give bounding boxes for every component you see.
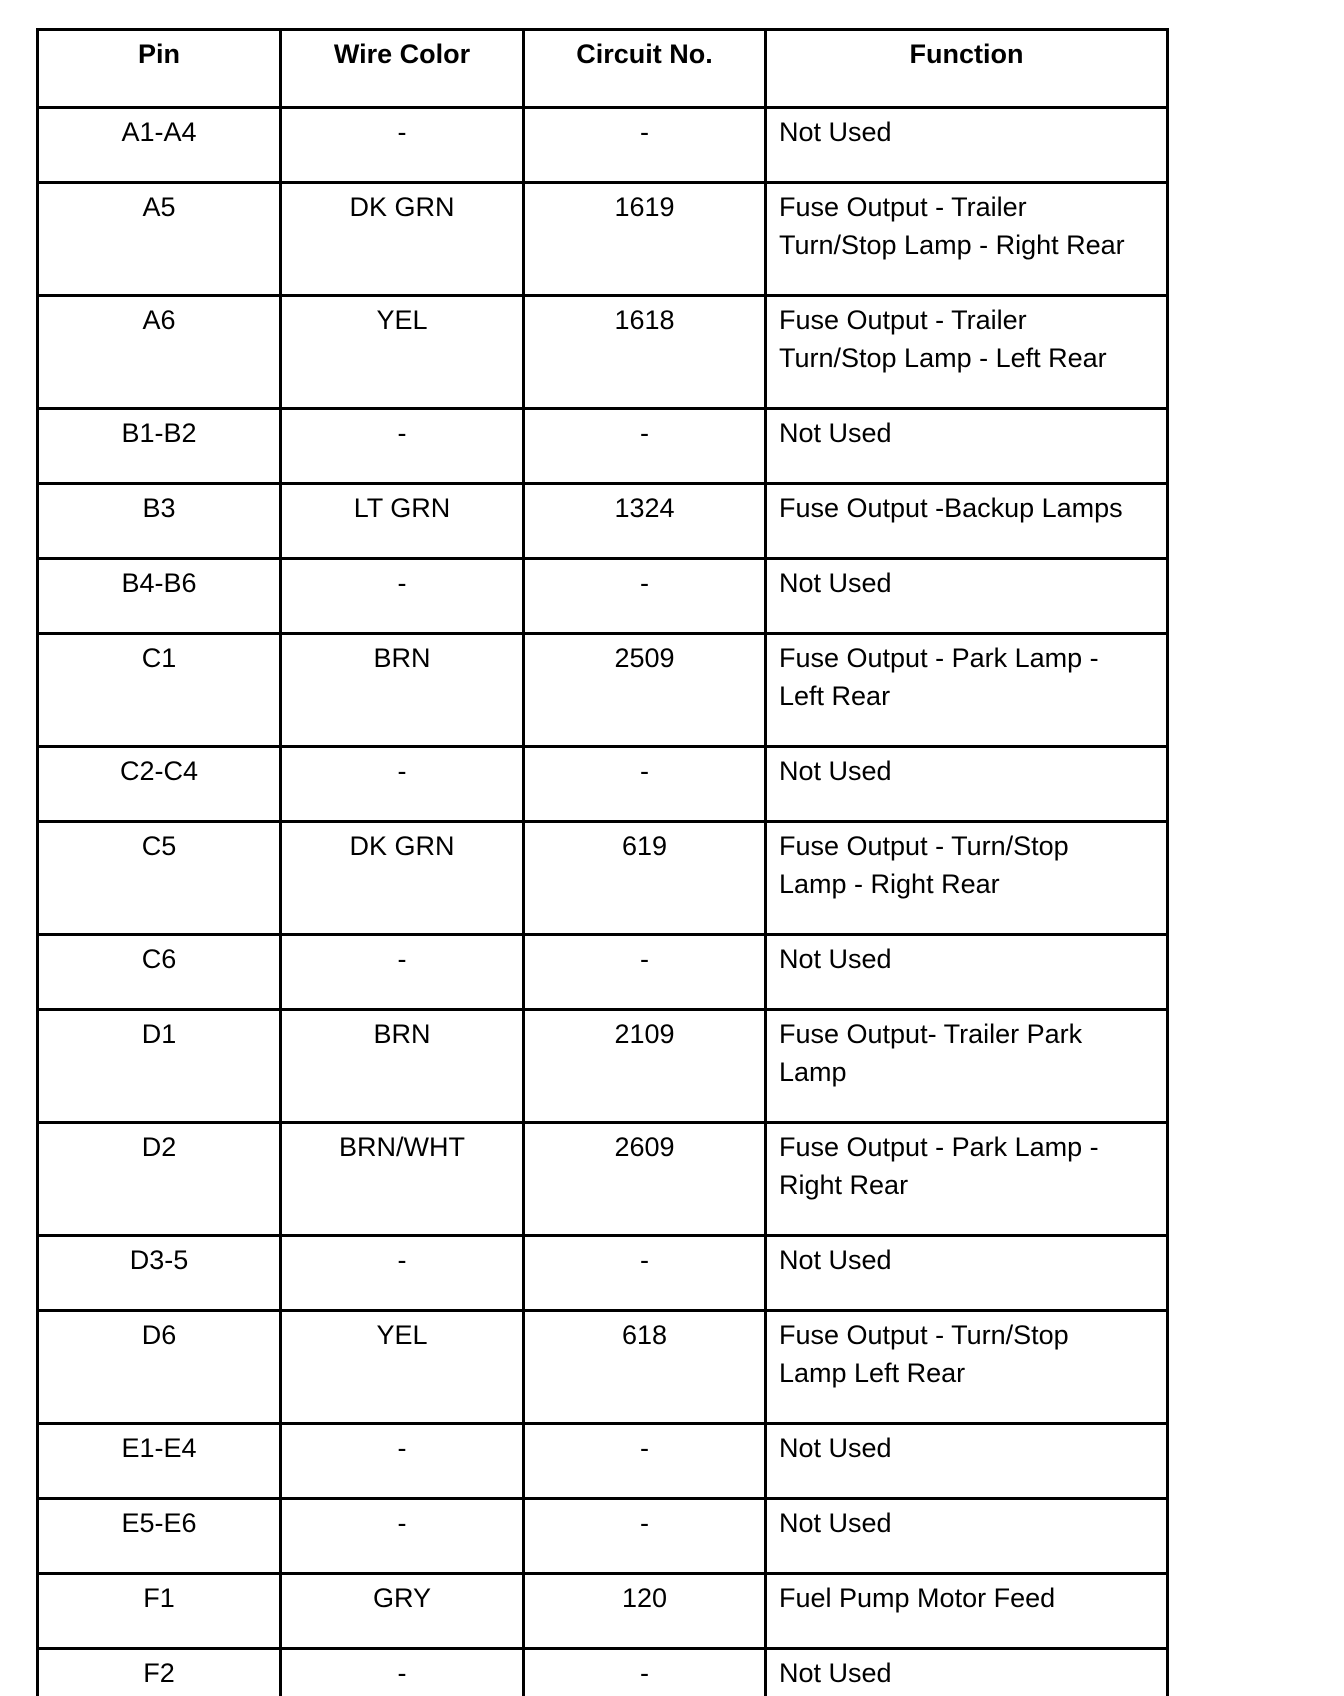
pin-cell: B1-B2 — [38, 409, 281, 484]
table-row — [38, 1424, 1168, 1499]
function-line: Not Used — [779, 117, 892, 147]
pin-cell: C1 — [38, 634, 281, 747]
document-page — [36, 28, 1184, 1696]
wire-color-cell: - — [281, 747, 524, 822]
function-cell — [766, 1010, 1168, 1123]
function-cell — [766, 1574, 1168, 1649]
circuit-no-cell: 2109 — [524, 1010, 766, 1123]
function-cell — [766, 634, 1168, 747]
header-function: Function — [766, 30, 1168, 108]
wire-color-cell: BRN/WHT — [281, 1123, 524, 1236]
wire-color-cell: LT GRN — [281, 484, 524, 559]
function-line: Not Used — [779, 1658, 892, 1688]
function-cell — [766, 484, 1168, 559]
function-line: Turn/Stop Lamp - Left Rear — [779, 343, 1107, 373]
pin-cell: D1 — [38, 1010, 281, 1123]
wire-color-cell: - — [281, 108, 524, 183]
table-row — [38, 409, 1168, 484]
header-circuit-no: Circuit No. — [524, 30, 766, 108]
pin-cell: A5 — [38, 183, 281, 296]
pin-cell: A1-A4 — [38, 108, 281, 183]
table-row — [38, 108, 1168, 183]
function-cell — [766, 1311, 1168, 1424]
function-line: Not Used — [779, 1245, 892, 1275]
table-row — [38, 1649, 1168, 1696]
pin-cell: A6 — [38, 296, 281, 409]
function-cell — [766, 559, 1168, 634]
pin-cell: E5-E6 — [38, 1499, 281, 1574]
table-row — [38, 1010, 1168, 1123]
function-cell — [766, 183, 1168, 296]
pin-cell: C6 — [38, 935, 281, 1010]
wire-color-cell: DK GRN — [281, 183, 524, 296]
table-row — [38, 1123, 1168, 1236]
function-line: Not Used — [779, 418, 892, 448]
circuit-no-cell: 1618 — [524, 296, 766, 409]
function-cell — [766, 1649, 1168, 1696]
table-row — [38, 1499, 1168, 1574]
function-line: Not Used — [779, 1433, 892, 1463]
function-line: Left Rear — [779, 681, 891, 711]
circuit-no-cell: 2509 — [524, 634, 766, 747]
wire-color-cell: BRN — [281, 634, 524, 747]
circuit-no-cell: 1324 — [524, 484, 766, 559]
function-line: Not Used — [779, 944, 892, 974]
table-row — [38, 747, 1168, 822]
function-cell — [766, 108, 1168, 183]
pin-cell: D6 — [38, 1311, 281, 1424]
function-cell — [766, 747, 1168, 822]
function-line: Lamp Left Rear — [779, 1358, 966, 1388]
table-row — [38, 935, 1168, 1010]
wire-color-cell: - — [281, 935, 524, 1010]
function-line: Fuse Output - Trailer — [779, 305, 1027, 335]
circuit-no-cell: - — [524, 559, 766, 634]
circuit-no-cell: - — [524, 1649, 766, 1696]
wire-color-cell: - — [281, 409, 524, 484]
table-row — [38, 183, 1168, 296]
function-cell — [766, 409, 1168, 484]
connector-pinout-table — [36, 28, 1169, 1696]
function-cell — [766, 822, 1168, 935]
wire-color-cell: - — [281, 1424, 524, 1499]
circuit-no-cell: 2609 — [524, 1123, 766, 1236]
function-line: Fuse Output- Trailer Park — [779, 1019, 1083, 1049]
function-line: Fuse Output -Backup Lamps — [779, 493, 1123, 523]
circuit-no-cell: 618 — [524, 1311, 766, 1424]
function-cell — [766, 1424, 1168, 1499]
function-line: Not Used — [779, 568, 892, 598]
function-cell — [766, 1236, 1168, 1311]
wire-color-cell: GRY — [281, 1574, 524, 1649]
wire-color-cell: - — [281, 1236, 524, 1311]
function-line: Lamp - Right Rear — [779, 869, 1000, 899]
pin-cell: C2-C4 — [38, 747, 281, 822]
wire-color-cell: BRN — [281, 1010, 524, 1123]
circuit-no-cell: 619 — [524, 822, 766, 935]
function-cell — [766, 935, 1168, 1010]
function-line: Fuse Output - Turn/Stop — [779, 1320, 1069, 1350]
circuit-no-cell: - — [524, 108, 766, 183]
function-cell — [766, 1499, 1168, 1574]
pin-cell: D3-5 — [38, 1236, 281, 1311]
pin-cell: B4-B6 — [38, 559, 281, 634]
wire-color-cell: DK GRN — [281, 822, 524, 935]
wire-color-cell: - — [281, 559, 524, 634]
pin-cell: F2 — [38, 1649, 281, 1696]
function-line: Fuse Output - Park Lamp - — [779, 1132, 1099, 1162]
function-line: Turn/Stop Lamp - Right Rear — [779, 230, 1125, 260]
wire-color-cell: - — [281, 1499, 524, 1574]
function-line: Not Used — [779, 1508, 892, 1538]
circuit-no-cell: 1619 — [524, 183, 766, 296]
function-line: Fuse Output - Park Lamp - — [779, 643, 1099, 673]
circuit-no-cell: - — [524, 747, 766, 822]
wire-color-cell: YEL — [281, 1311, 524, 1424]
circuit-no-cell: - — [524, 409, 766, 484]
wire-color-cell: - — [281, 1649, 524, 1696]
table-row — [38, 1236, 1168, 1311]
header-pin: Pin — [38, 30, 281, 108]
pin-cell: E1-E4 — [38, 1424, 281, 1499]
header-row — [38, 30, 1168, 108]
table-row — [38, 296, 1168, 409]
pin-cell: B3 — [38, 484, 281, 559]
table-row — [38, 559, 1168, 634]
function-line: Fuse Output - Trailer — [779, 192, 1027, 222]
pin-cell: D2 — [38, 1123, 281, 1236]
table-body — [38, 108, 1168, 1696]
function-line: Right Rear — [779, 1170, 909, 1200]
pin-cell: F1 — [38, 1574, 281, 1649]
function-line: Fuse Output - Turn/Stop — [779, 831, 1069, 861]
circuit-no-cell: - — [524, 1236, 766, 1311]
function-cell — [766, 296, 1168, 409]
pin-cell: C5 — [38, 822, 281, 935]
function-line: Fuel Pump Motor Feed — [779, 1583, 1056, 1613]
wire-color-cell: YEL — [281, 296, 524, 409]
table-row — [38, 822, 1168, 935]
table-row — [38, 1574, 1168, 1649]
function-line: Lamp — [779, 1057, 847, 1087]
function-cell — [766, 1123, 1168, 1236]
header-wire-color: Wire Color — [281, 30, 524, 108]
function-line: Not Used — [779, 756, 892, 786]
circuit-no-cell: - — [524, 1499, 766, 1574]
circuit-no-cell: 120 — [524, 1574, 766, 1649]
table-row — [38, 634, 1168, 747]
table-row — [38, 1311, 1168, 1424]
circuit-no-cell: - — [524, 935, 766, 1010]
table-row — [38, 484, 1168, 559]
circuit-no-cell: - — [524, 1424, 766, 1499]
